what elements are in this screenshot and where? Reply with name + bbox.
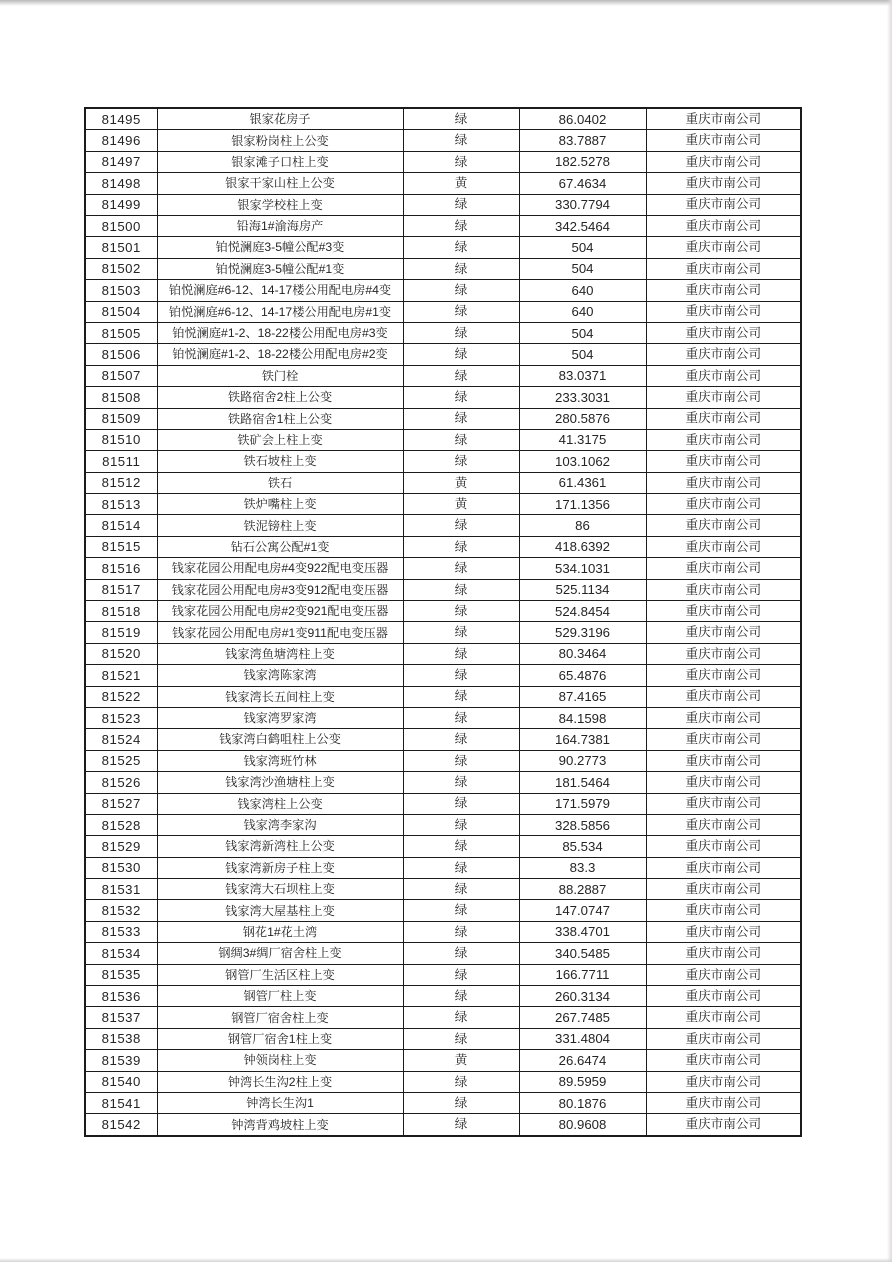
capacity-value: 267.7485: [519, 1007, 646, 1028]
company-name: 重庆市南公司: [646, 494, 801, 515]
table-row: [85, 857, 801, 878]
capacity-value: 86.0402: [519, 108, 646, 130]
company-name: 重庆市南公司: [646, 173, 801, 194]
capacity-value: 85.534: [519, 836, 646, 857]
company-name: 重庆市南公司: [646, 151, 801, 172]
status-flag: 绿: [403, 1028, 519, 1049]
row-id: 81536: [85, 986, 157, 1007]
table-row: [85, 1028, 801, 1049]
company-name: 重庆市南公司: [646, 857, 801, 878]
capacity-value: 182.5278: [519, 151, 646, 172]
table-row: [85, 1071, 801, 1092]
company-name: 重庆市南公司: [646, 130, 801, 151]
row-id: 81506: [85, 344, 157, 365]
table-row: [85, 622, 801, 643]
device-name: 钱家湾柱上公变: [157, 793, 403, 814]
capacity-value: 65.4876: [519, 665, 646, 686]
status-flag: 绿: [403, 900, 519, 921]
capacity-value: 504: [519, 237, 646, 258]
device-name: 铁路宿舍1柱上公变: [157, 408, 403, 429]
company-name: 重庆市南公司: [646, 665, 801, 686]
capacity-value: 83.3: [519, 857, 646, 878]
device-name: 铅海1#渝海房产: [157, 215, 403, 236]
row-id: 81528: [85, 814, 157, 835]
device-name: 铂悦澜庭#1-2、18-22楼公用配电房#2变: [157, 344, 403, 365]
device-name: 钱家湾大屋基柱上变: [157, 900, 403, 921]
capacity-value: 87.4165: [519, 686, 646, 707]
status-flag: 黄: [403, 173, 519, 194]
device-name: 铁路宿舍2柱上公变: [157, 387, 403, 408]
company-name: 重庆市南公司: [646, 237, 801, 258]
company-name: 重庆市南公司: [646, 194, 801, 215]
capacity-value: 171.5979: [519, 793, 646, 814]
company-name: 重庆市南公司: [646, 601, 801, 622]
status-flag: 绿: [403, 237, 519, 258]
device-name: 铁炉嘴柱上变: [157, 494, 403, 515]
table-row: [85, 408, 801, 429]
company-name: 重庆市南公司: [646, 750, 801, 771]
status-flag: 绿: [403, 258, 519, 279]
device-name: 钢绸3#绸厂宿舍柱上变: [157, 943, 403, 964]
capacity-value: 80.1876: [519, 1093, 646, 1114]
transformer-table: [84, 107, 802, 1137]
capacity-value: 524.8454: [519, 601, 646, 622]
table-row: [85, 558, 801, 579]
row-id: 81542: [85, 1114, 157, 1136]
device-name: 钱家湾大石坝柱上变: [157, 879, 403, 900]
status-flag: 绿: [403, 601, 519, 622]
capacity-value: 83.0371: [519, 365, 646, 386]
device-name: 钢管厂生活区柱上变: [157, 964, 403, 985]
table-row: [85, 280, 801, 301]
capacity-value: 88.2887: [519, 879, 646, 900]
table-row: [85, 515, 801, 536]
status-flag: 绿: [403, 857, 519, 878]
table-row: [85, 472, 801, 493]
status-flag: 绿: [403, 194, 519, 215]
row-id: 81537: [85, 1007, 157, 1028]
device-name: 银家粉岗柱上公变: [157, 130, 403, 151]
capacity-value: 233.3031: [519, 387, 646, 408]
device-name: 钢管厂宿舍柱上变: [157, 1007, 403, 1028]
company-name: 重庆市南公司: [646, 322, 801, 343]
row-id: 81500: [85, 215, 157, 236]
row-id: 81512: [85, 472, 157, 493]
row-id: 81538: [85, 1028, 157, 1049]
table-row: [85, 686, 801, 707]
status-flag: 绿: [403, 558, 519, 579]
status-flag: 绿: [403, 1007, 519, 1028]
capacity-value: 504: [519, 322, 646, 343]
table-row: [85, 814, 801, 835]
status-flag: 绿: [403, 943, 519, 964]
company-name: 重庆市南公司: [646, 943, 801, 964]
row-id: 81519: [85, 622, 157, 643]
row-id: 81510: [85, 429, 157, 450]
table-row: [85, 921, 801, 942]
capacity-value: 103.1062: [519, 451, 646, 472]
status-flag: 绿: [403, 408, 519, 429]
row-id: 81505: [85, 322, 157, 343]
company-name: 重庆市南公司: [646, 1050, 801, 1071]
company-name: 重庆市南公司: [646, 1114, 801, 1136]
row-id: 81533: [85, 921, 157, 942]
company-name: 重庆市南公司: [646, 536, 801, 557]
company-name: 重庆市南公司: [646, 408, 801, 429]
row-id: 81531: [85, 879, 157, 900]
status-flag: 绿: [403, 836, 519, 857]
row-id: 81496: [85, 130, 157, 151]
table-row: [85, 750, 801, 771]
capacity-value: 525.1134: [519, 579, 646, 600]
table-row: [85, 793, 801, 814]
table-row: [85, 387, 801, 408]
device-name: 银家干家山柱上公变: [157, 173, 403, 194]
table-row: [85, 429, 801, 450]
status-flag: 黄: [403, 472, 519, 493]
row-id: 81532: [85, 900, 157, 921]
company-name: 重庆市南公司: [646, 558, 801, 579]
status-flag: 绿: [403, 215, 519, 236]
status-flag: 绿: [403, 301, 519, 322]
row-id: 81503: [85, 280, 157, 301]
capacity-value: 86: [519, 515, 646, 536]
device-name: 钱家花园公用配电房#4变922配电变压器: [157, 558, 403, 579]
row-id: 81515: [85, 536, 157, 557]
table-row: [85, 215, 801, 236]
capacity-value: 504: [519, 344, 646, 365]
company-name: 重庆市南公司: [646, 429, 801, 450]
device-name: 钱家花园公用配电房#1变911配电变压器: [157, 622, 403, 643]
device-name: 铂悦澜庭#1-2、18-22楼公用配电房#3变: [157, 322, 403, 343]
row-id: 81507: [85, 365, 157, 386]
table-row: [85, 108, 801, 130]
scan-edge-bottom: [0, 1258, 892, 1262]
device-name: 铁泥镑柱上变: [157, 515, 403, 536]
status-flag: 绿: [403, 130, 519, 151]
table-row: [85, 301, 801, 322]
table-row: [85, 772, 801, 793]
capacity-value: 640: [519, 280, 646, 301]
table-row: [85, 494, 801, 515]
capacity-value: 280.5876: [519, 408, 646, 429]
device-name: 钱家湾鱼塘湾柱上变: [157, 643, 403, 664]
company-name: 重庆市南公司: [646, 365, 801, 386]
row-id: 81517: [85, 579, 157, 600]
table-body: [85, 108, 801, 1136]
table-row: [85, 130, 801, 151]
device-name: 铁石: [157, 472, 403, 493]
row-id: 81497: [85, 151, 157, 172]
capacity-value: 84.1598: [519, 707, 646, 728]
capacity-value: 338.4701: [519, 921, 646, 942]
company-name: 重庆市南公司: [646, 986, 801, 1007]
row-id: 81513: [85, 494, 157, 515]
status-flag: 绿: [403, 344, 519, 365]
table-row: [85, 665, 801, 686]
table-row: [85, 1093, 801, 1114]
company-name: 重庆市南公司: [646, 215, 801, 236]
device-name: 铂悦澜庭3-5幢公配#3变: [157, 237, 403, 258]
row-id: 81509: [85, 408, 157, 429]
company-name: 重庆市南公司: [646, 707, 801, 728]
company-name: 重庆市南公司: [646, 472, 801, 493]
company-name: 重庆市南公司: [646, 258, 801, 279]
company-name: 重庆市南公司: [646, 643, 801, 664]
capacity-value: 534.1031: [519, 558, 646, 579]
table-row: [85, 322, 801, 343]
company-name: 重庆市南公司: [646, 772, 801, 793]
company-name: 重庆市南公司: [646, 836, 801, 857]
capacity-value: 164.7381: [519, 729, 646, 750]
device-name: 钱家湾班竹林: [157, 750, 403, 771]
capacity-value: 80.3464: [519, 643, 646, 664]
device-name: 铂悦澜庭#6-12、14-17楼公用配电房#4变: [157, 280, 403, 301]
device-name: 铂悦澜庭3-5幢公配#1变: [157, 258, 403, 279]
table-row: [85, 536, 801, 557]
row-id: 81522: [85, 686, 157, 707]
row-id: 81514: [85, 515, 157, 536]
capacity-value: 80.9608: [519, 1114, 646, 1136]
capacity-value: 340.5485: [519, 943, 646, 964]
company-name: 重庆市南公司: [646, 515, 801, 536]
device-name: 钱家湾沙渔塘柱上变: [157, 772, 403, 793]
capacity-value: 90.2773: [519, 750, 646, 771]
scan-edge-right: [887, 0, 892, 1262]
row-id: 81535: [85, 964, 157, 985]
status-flag: 绿: [403, 515, 519, 536]
table-row: [85, 194, 801, 215]
table-row: [85, 943, 801, 964]
device-name: 钱家湾新湾柱上公变: [157, 836, 403, 857]
status-flag: 绿: [403, 665, 519, 686]
device-name: 钱家花园公用配电房#3变912配电变压器: [157, 579, 403, 600]
company-name: 重庆市南公司: [646, 622, 801, 643]
table-row: [85, 729, 801, 750]
capacity-value: 41.3175: [519, 429, 646, 450]
status-flag: 绿: [403, 921, 519, 942]
device-name: 钢花1#花土湾: [157, 921, 403, 942]
row-id: 81539: [85, 1050, 157, 1071]
status-flag: 绿: [403, 686, 519, 707]
status-flag: 黄: [403, 1050, 519, 1071]
capacity-value: 260.3134: [519, 986, 646, 1007]
row-id: 81516: [85, 558, 157, 579]
table-row: [85, 151, 801, 172]
table-row: [85, 986, 801, 1007]
scan-edge-top: [0, 0, 892, 6]
company-name: 重庆市南公司: [646, 387, 801, 408]
status-flag: 绿: [403, 622, 519, 643]
device-name: 钟湾长生沟1: [157, 1093, 403, 1114]
table-row: [85, 365, 801, 386]
status-flag: 绿: [403, 579, 519, 600]
status-flag: 绿: [403, 387, 519, 408]
table-row: [85, 643, 801, 664]
table-row: [85, 707, 801, 728]
capacity-value: 83.7887: [519, 130, 646, 151]
table-row: [85, 1114, 801, 1136]
company-name: 重庆市南公司: [646, 1028, 801, 1049]
table-row: [85, 836, 801, 857]
row-id: 81525: [85, 750, 157, 771]
company-name: 重庆市南公司: [646, 108, 801, 130]
capacity-value: 342.5464: [519, 215, 646, 236]
capacity-value: 331.4804: [519, 1028, 646, 1049]
company-name: 重庆市南公司: [646, 729, 801, 750]
device-name: 钱家湾新房子柱上变: [157, 857, 403, 878]
company-name: 重庆市南公司: [646, 900, 801, 921]
status-flag: 绿: [403, 986, 519, 1007]
table-row: [85, 601, 801, 622]
device-name: 钻石公寓公配#1变: [157, 536, 403, 557]
capacity-value: 640: [519, 301, 646, 322]
row-id: 81523: [85, 707, 157, 728]
capacity-value: 147.0747: [519, 900, 646, 921]
status-flag: 绿: [403, 793, 519, 814]
device-name: 铂悦澜庭#6-12、14-17楼公用配电房#1变: [157, 301, 403, 322]
table-row: [85, 900, 801, 921]
company-name: 重庆市南公司: [646, 579, 801, 600]
capacity-value: 504: [519, 258, 646, 279]
company-name: 重庆市南公司: [646, 686, 801, 707]
device-name: 钱家花园公用配电房#2变921配电变压器: [157, 601, 403, 622]
company-name: 重庆市南公司: [646, 1093, 801, 1114]
status-flag: 绿: [403, 814, 519, 835]
row-id: 81518: [85, 601, 157, 622]
capacity-value: 529.3196: [519, 622, 646, 643]
status-flag: 绿: [403, 729, 519, 750]
row-id: 81498: [85, 173, 157, 194]
company-name: 重庆市南公司: [646, 1007, 801, 1028]
company-name: 重庆市南公司: [646, 344, 801, 365]
device-name: 钢管厂宿舍1柱上变: [157, 1028, 403, 1049]
device-name: 钱家湾陈家湾: [157, 665, 403, 686]
company-name: 重庆市南公司: [646, 814, 801, 835]
device-name: 钟湾背鸡坡柱上变: [157, 1114, 403, 1136]
status-flag: 黄: [403, 494, 519, 515]
device-name: 银家学校柱上变: [157, 194, 403, 215]
company-name: 重庆市南公司: [646, 1071, 801, 1092]
status-flag: 绿: [403, 707, 519, 728]
capacity-value: 418.6392: [519, 536, 646, 557]
device-name: 钢管厂柱上变: [157, 986, 403, 1007]
device-name: 银家花房子: [157, 108, 403, 130]
device-name: 钟湾长生沟2柱上变: [157, 1071, 403, 1092]
row-id: 81527: [85, 793, 157, 814]
row-id: 81524: [85, 729, 157, 750]
row-id: 81529: [85, 836, 157, 857]
status-flag: 绿: [403, 643, 519, 664]
status-flag: 绿: [403, 451, 519, 472]
table-row: [85, 1050, 801, 1071]
device-name: 铁石坡柱上变: [157, 451, 403, 472]
row-id: 81520: [85, 643, 157, 664]
status-flag: 绿: [403, 365, 519, 386]
table-row: [85, 451, 801, 472]
company-name: 重庆市南公司: [646, 301, 801, 322]
company-name: 重庆市南公司: [646, 964, 801, 985]
row-id: 81502: [85, 258, 157, 279]
company-name: 重庆市南公司: [646, 280, 801, 301]
status-flag: 绿: [403, 964, 519, 985]
table-row: [85, 344, 801, 365]
status-flag: 绿: [403, 322, 519, 343]
row-id: 81541: [85, 1093, 157, 1114]
table-row: [85, 1007, 801, 1028]
company-name: 重庆市南公司: [646, 879, 801, 900]
device-name: 钱家湾长五间柱上变: [157, 686, 403, 707]
capacity-value: 328.5856: [519, 814, 646, 835]
row-id: 81504: [85, 301, 157, 322]
row-id: 81521: [85, 665, 157, 686]
capacity-value: 89.5959: [519, 1071, 646, 1092]
company-name: 重庆市南公司: [646, 793, 801, 814]
device-name: 银家滩子口柱上变: [157, 151, 403, 172]
status-flag: 绿: [403, 1071, 519, 1092]
table-row: [85, 258, 801, 279]
company-name: 重庆市南公司: [646, 451, 801, 472]
row-id: 81499: [85, 194, 157, 215]
capacity-value: 166.7711: [519, 964, 646, 985]
company-name: 重庆市南公司: [646, 921, 801, 942]
capacity-value: 330.7794: [519, 194, 646, 215]
row-id: 81495: [85, 108, 157, 130]
table-row: [85, 964, 801, 985]
row-id: 81540: [85, 1071, 157, 1092]
status-flag: 绿: [403, 750, 519, 771]
device-name: 钱家湾罗家湾: [157, 707, 403, 728]
status-flag: 绿: [403, 772, 519, 793]
status-flag: 绿: [403, 151, 519, 172]
row-id: 81530: [85, 857, 157, 878]
capacity-value: 61.4361: [519, 472, 646, 493]
row-id: 81526: [85, 772, 157, 793]
table-row: [85, 879, 801, 900]
device-name: 钱家湾李家沟: [157, 814, 403, 835]
capacity-value: 171.1356: [519, 494, 646, 515]
status-flag: 绿: [403, 879, 519, 900]
status-flag: 绿: [403, 1114, 519, 1136]
row-id: 81511: [85, 451, 157, 472]
capacity-value: 26.6474: [519, 1050, 646, 1071]
status-flag: 绿: [403, 536, 519, 557]
capacity-value: 67.4634: [519, 173, 646, 194]
table-row: [85, 579, 801, 600]
capacity-value: 181.5464: [519, 772, 646, 793]
device-name: 铁门栓: [157, 365, 403, 386]
status-flag: 绿: [403, 108, 519, 130]
row-id: 81534: [85, 943, 157, 964]
device-name: 钟领岗柱上变: [157, 1050, 403, 1071]
status-flag: 绿: [403, 429, 519, 450]
device-name: 铁矿会上柱上变: [157, 429, 403, 450]
table-row: [85, 237, 801, 258]
table-row: [85, 173, 801, 194]
status-flag: 绿: [403, 1093, 519, 1114]
device-name: 钱家湾白鹤咀柱上公变: [157, 729, 403, 750]
row-id: 81508: [85, 387, 157, 408]
status-flag: 绿: [403, 280, 519, 301]
row-id: 81501: [85, 237, 157, 258]
